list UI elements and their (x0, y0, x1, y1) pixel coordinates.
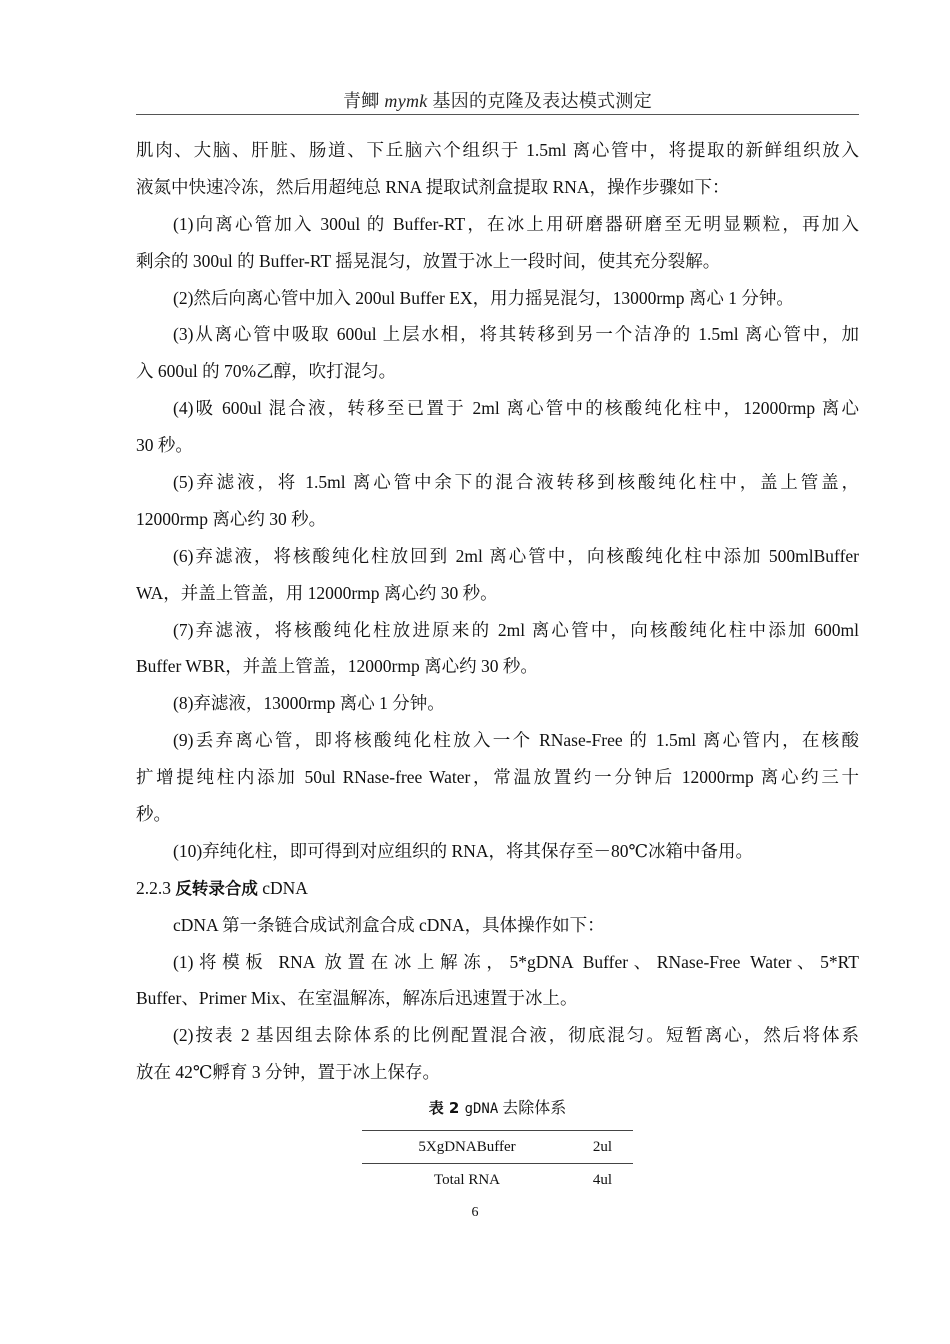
text-line: 肌肉、大脑、肝脏、肠道、下丘脑六个组织于 1.5ml 离心管中，将提取的新鲜组织放入 (136, 140, 859, 160)
text-line: (2)按表 2 基因组去除体系的比例配置混合液，彻底混匀。短暂离心，然后将体系 (173, 1025, 859, 1046)
section-title-tail: cDNA (257, 877, 308, 898)
text-line: 扩增提纯柱内添加 50ul RNase-free Water，常温放置约一分钟后 12000rmp 离心约三十 (136, 767, 859, 788)
text-line: (5)弃滤液，将 1.5ml 离心管中余下的混合液转移到核酸纯化柱中，盖上管盖， (173, 472, 859, 493)
body-text (136, 132, 859, 1091)
section-number: 2.2.3 (136, 877, 176, 898)
text-line: 剩余的 300ul 的 Buffer-RT 摇晃混匀，放置于冰上一段时间，使其充分裂解。 (136, 250, 721, 271)
table-cell-volume: 4ul (592, 1171, 613, 1188)
running-header (136, 90, 859, 112)
paragraph-step-1 (136, 206, 859, 280)
table-caption-gdna: gDNA (464, 1101, 499, 1117)
header-rule (136, 114, 859, 115)
paragraph-step-7 (136, 612, 859, 686)
text-line: 入 600ul 的 70%乙醇，吹打混匀。 (136, 361, 397, 382)
text-line: (4)吸 600ul 混合液，转移至已置于 2ml 离心管中的核酸纯化柱中，12000rmp 离心 (173, 398, 859, 419)
text-line: 液氮中快速冷冻，然后用超纯总 RNA 提取试剂盒提取 RNA，操作步骤如下： (136, 176, 730, 197)
text-line: Buffer、Primer Mix、在室温解冻，解冻后迅速置于冰上。 (136, 988, 578, 1009)
paragraph-step-9 (136, 722, 859, 833)
section-heading (136, 870, 859, 907)
table-cell-component: Total RNA (433, 1171, 501, 1188)
header-title-prefix: 青鲫 (343, 91, 385, 111)
text-line: Buffer WBR，并盖上管盖，12000rmp 离心约 30 秒。 (136, 656, 538, 677)
paragraph-intro (136, 132, 859, 206)
text-line: (1)向离心管加入 300ul 的 Buffer-RT，在冰上用研磨器研磨至无明显颗粒，再加入 (173, 213, 859, 234)
text-line: 30 秒。 (136, 435, 193, 456)
text-line: (8)弃滤液，13000rmp 离心 1 分钟。 (173, 693, 445, 714)
paragraph-step-8 (136, 685, 859, 722)
text-line: (2)然后向离心管中加入 200ul Buffer EX，用力摇晃混匀，13000rmp 离心 1 分钟。 (173, 287, 794, 308)
text-line: cDNA 第一条链合成试剂盒合成 cDNA，具体操作如下： (173, 914, 605, 935)
paragraph-step-10 (136, 833, 859, 870)
text-line: (1)将模板 RNA 放置在冰上解冻，5*gDNA Buffer、RNase-Free Water、5*RT (173, 951, 859, 972)
table-row (362, 1163, 633, 1196)
text-line: (7)弃滤液，将核酸纯化柱放进原来的 2ml 离心管中，向核酸纯化柱中添加 600ml (173, 619, 859, 640)
text-line: (6)弃滤液，将核酸纯化柱放回到 2ml 离心管中，向核酸纯化柱中添加 500mlBuffer (173, 545, 859, 566)
table-caption-text: 去除体系 (498, 1100, 567, 1117)
table-row (362, 1130, 633, 1163)
table-caption-label: 表 2 (428, 1099, 465, 1117)
paragraph-step-4 (136, 390, 859, 464)
section-title: 反转录合成 (175, 878, 258, 898)
text-line: (10)弃纯化柱，即可得到对应组织的 RNA，将其保存至－80℃冰箱中备用。 (173, 840, 754, 861)
table-caption (362, 1097, 633, 1120)
table-cell-component: 5XgDNABuffer (418, 1138, 516, 1155)
gdna-removal-table (362, 1130, 633, 1196)
paragraph-cdna-step-2 (136, 1017, 859, 1091)
paragraph-step-3 (136, 316, 859, 390)
table-cell-volume: 2ul (592, 1138, 613, 1155)
text-line: 12000rmp 离心约 30 秒。 (136, 508, 327, 529)
paragraph-step-2 (136, 280, 859, 317)
paragraph-step-5 (136, 464, 859, 538)
header-title-suffix: 基因的克隆及表达模式测定 (427, 91, 652, 111)
text-line: 放在 42℃孵育 3 分钟，置于冰上保存。 (136, 1062, 440, 1083)
header-title-gene: mymk (384, 91, 428, 111)
text-line: WA，并盖上管盖，用 12000rmp 离心约 30 秒。 (136, 582, 498, 603)
paragraph-cdna-intro (136, 907, 859, 944)
text-line: 秒。 (136, 804, 171, 825)
paragraph-step-6 (136, 538, 859, 612)
text-line: (3)从离心管中吸取 600ul 上层水相，将其转移到另一个洁净的 1.5ml 离心管中，加 (173, 324, 859, 345)
paragraph-cdna-step-1 (136, 944, 859, 1018)
text-line: (9)丢弃离心管，即将核酸纯化柱放入一个 RNase-Free 的 1.5ml 离心管内，在核酸 (173, 730, 859, 751)
page-number: 6 (471, 1205, 479, 1220)
